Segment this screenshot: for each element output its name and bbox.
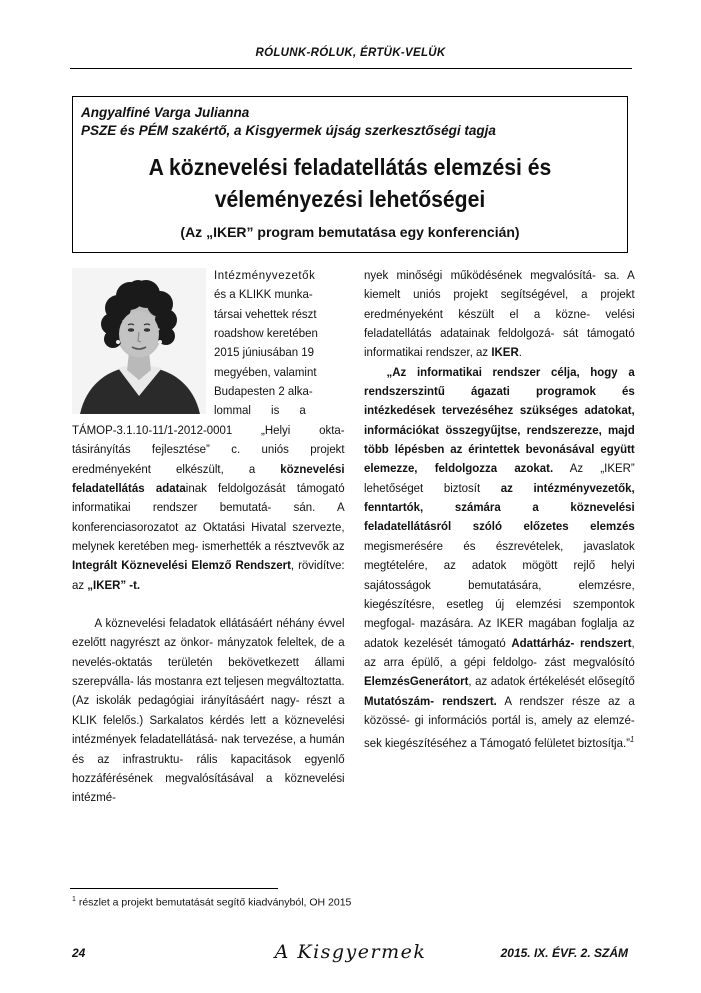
author-role: PSZE és PÉM szakértő, a Kisgyermek újság szerkesztőségi tagja	[81, 123, 496, 138]
bold-run: IKER	[491, 345, 519, 360]
author-photo	[72, 268, 206, 414]
issue-info: 2015. IX. ÉVF. 2. SZÁM	[500, 946, 628, 960]
footnote-marker: 1	[72, 896, 76, 903]
wrap-line: megyében, valamint	[214, 364, 317, 379]
bold-run: az intézményvezetők, fenntartók, számára a köznevelési feladatellátásról szóló előzetes elemzés	[364, 480, 635, 534]
title-line-1: A köznevelési feladatellátás elemzési és	[148, 154, 552, 180]
left-column	[72, 421, 345, 808]
title-box	[72, 96, 628, 253]
text-run: TÁMOP-3.1.10-11/1-2012-0001 „Helyi okta- tásirányítás fejlesztése” c. uniós projekt eredményeként elkészült, a	[72, 423, 345, 476]
left-column-wrap	[214, 266, 336, 421]
bold-run: „IKER” -t.	[87, 577, 141, 592]
portrait-image	[72, 268, 206, 414]
title-line-2: véleményezési lehetőségei	[214, 186, 486, 212]
paragraph-gap	[72, 595, 345, 614]
wrap-line: roadshow keretében	[214, 326, 318, 341]
bold-run: ElemzésGenerátort	[364, 674, 469, 689]
wrap-line: társai vehettek részt	[214, 306, 317, 321]
footnote-rule	[70, 888, 278, 889]
magazine-name: A Kisgyermek	[274, 941, 427, 963]
wrap-line: lommal is a	[214, 403, 306, 418]
bold-run: Adattárház- rendszert	[511, 635, 632, 650]
right-paragraph-2	[364, 363, 635, 754]
wrap-line: Budapesten 2 alka-	[214, 384, 313, 399]
article-title	[95, 151, 605, 215]
author-block	[81, 104, 496, 140]
text-run: .	[518, 345, 522, 360]
right-paragraph-1	[364, 266, 635, 363]
footnote-text: részlet a projekt bemutatását segítő kiadványból, OH 2015	[75, 896, 352, 909]
text-run: A rendszer része az a közössé- gi információs portál is, amely az elemzé- sek kiegészítéséhez a Támogató felületet biztosítja.”	[364, 693, 635, 751]
footnote	[72, 896, 351, 909]
header-rule	[70, 68, 632, 69]
article-subtitle: (Az „IKER” program bemutatása egy konferencián)	[180, 224, 520, 240]
left-paragraph-2: A köznevelési feladatok ellátásáért néhány évvel ezelőtt nagyrészt az önkor- mányzatok feleltek, de a nevelés-oktatás területén bekövetkezett állami szerepválla- lás mostanra ezt teljesen megváltoztatta. (Az iskolák pedagógiai irányításáért nagy- részt a KLIK felelős.) Sarkalatos kérdés lett a köznevelési intézmények feladatellátásá- nak tervezése, a humán és az infrastruktu- rális kapacitások egyenlő hozzáférésének megvalósításával a köznevelési intézmé-	[72, 616, 345, 805]
bold-run: „Az informatikai rendszer célja, hogy a rendszerszintű ágazati programok és intézkedések tervezéséhez szükséges adatokat, információkat összegyűjtse, rendszerezze, majd több lépésben az érintettek bevonásával együtt elemezze, feldolgozza azokat.	[364, 364, 635, 476]
left-paragraph-1	[72, 421, 345, 595]
text-run: , az adatok értékelését elősegítő	[468, 674, 635, 689]
bold-run: Mutatószám- rendszert.	[364, 693, 497, 708]
bold-run: köznevelési feladatellátás adata	[72, 461, 345, 496]
wrap-line: és a KLIKK munka-	[214, 287, 313, 302]
running-header: RÓLUNK-RÓLUK, ÉRTÜK-VELÜK	[255, 47, 446, 59]
right-column	[364, 266, 635, 754]
text-run: , az arra épülő, a gépi feldolgo- zást megvalósító	[364, 635, 635, 669]
wrap-line: 2015 júniusában 19	[214, 345, 315, 360]
text-run: megismerésére és észrevételek, javaslatok megtételére, az adatok mögött rejlő helyi sajátosságok bemutatására, elemzésre, kiegészítésre, esetleg új elemzési szempontok megfogal- mazására. Az IKER magában foglalja az adatok kezelését támogató	[364, 538, 635, 650]
page-number: 24	[72, 946, 86, 960]
text-run: Az „IKER” lehetőséget biztosít	[364, 461, 635, 495]
footnote-reference[interactable]: 1	[629, 735, 635, 745]
author-name: Angyalfiné Varga Julianna	[81, 105, 250, 120]
bold-run: Integrált Köznevelési Elemző Rendszert	[72, 558, 291, 573]
text-run: inak feldolgozását támogató informatikai rendszer bemutatá- sán. A konferenciasorozatot az Oktatási Hivatal szervezte, melynek keretében meg- ismerhették a résztvevők az	[72, 481, 345, 554]
text-run: , rövidítve: az	[72, 558, 345, 592]
text-run: nyek minőségi működésének megvalósítá- sa. A kiemelt uniós projekt segítségével, a projekt eredményeként készült el a közne- velési feladatellátás adatainak feldolgozá- sát támogató informatikai rendszer, az	[364, 268, 635, 360]
wrap-line: Intézményvezetők	[214, 268, 316, 282]
